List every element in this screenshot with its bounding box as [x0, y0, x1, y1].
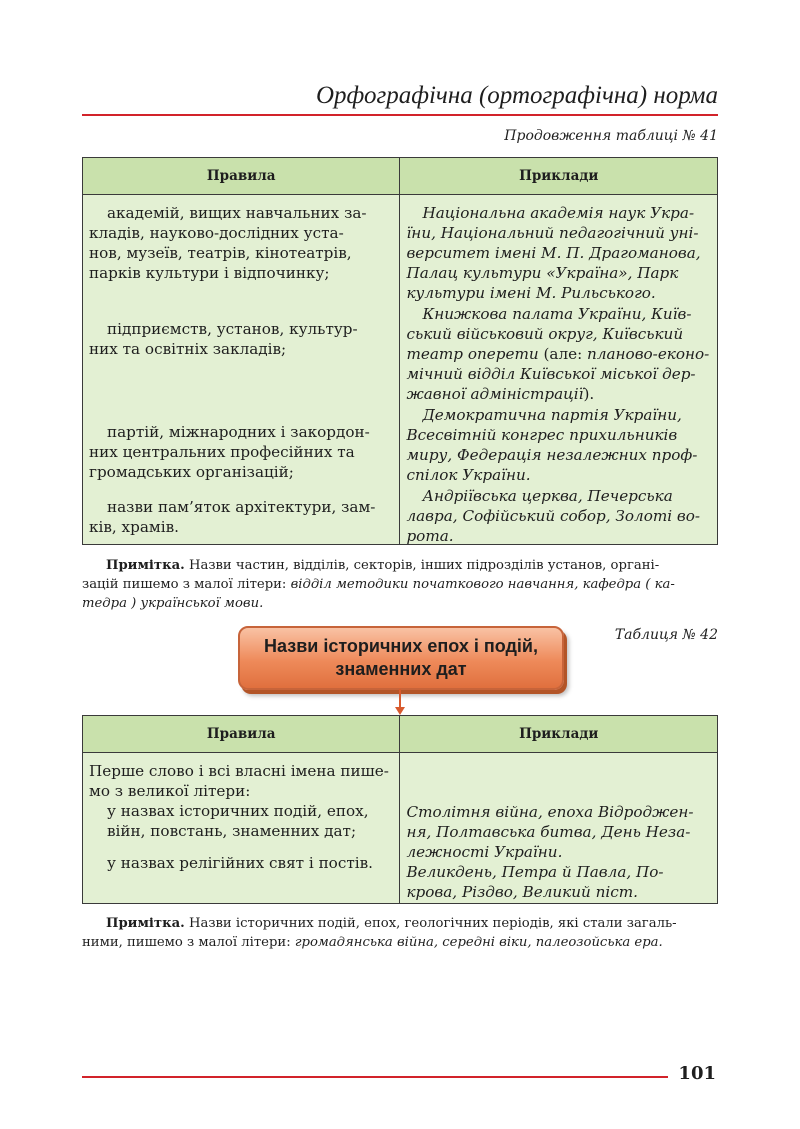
example-line: Книжкова палата України, Київ- [422, 305, 692, 323]
note-label: Примітка. [106, 916, 185, 931]
rule-line: війн, повстань, знаменних дат; [107, 822, 357, 840]
table-41 [82, 157, 718, 545]
table-41-header-rules: Правила [83, 158, 400, 195]
rule-line: них та освітніх закладів; [89, 340, 287, 358]
note-paragraph: Примітка. Назви історичних подій, епох, геологічних періодів, які стали загаль- ними, пишемо з малої літери: громадянська війна, середні віки, палеозойська ера. [82, 916, 677, 950]
table-42-header-examples: Приклади [400, 716, 718, 753]
arrow-down-icon [395, 707, 405, 715]
table-41-header-examples: Приклади [400, 158, 718, 195]
example-line: Столітня війна, епоха Відроджен- [406, 803, 694, 821]
example-line: Демократична партія України, [422, 406, 682, 424]
section-heading-badge [238, 626, 564, 690]
example-line: крова, Різдво, Великий піст. [406, 883, 638, 901]
rule-line: них центральних професійних та [89, 443, 355, 461]
example-line: Великдень, Петра й Павла, По- [406, 863, 664, 881]
rule-line: парків культури і відпочинку; [89, 264, 330, 282]
example-line: спілок України. [406, 466, 531, 484]
example-line: рота. [406, 527, 454, 545]
table-42-header-rules: Правила [83, 716, 400, 753]
example-line: мічний відділ Київської міської дер- [406, 365, 696, 383]
example-line: культури імені М. Рильського. [406, 284, 656, 302]
example-line: Національна академія наук Укра- [422, 204, 695, 222]
example-line: їни, Національний педагогічний уні- [406, 224, 699, 242]
rule-line: назви пам’яток архітектури, зам- [107, 498, 376, 516]
example-line: лежності України. [406, 843, 563, 861]
table-41-examples-cell [400, 195, 718, 545]
example-line: Палац культури «Україна», Парк [406, 264, 679, 282]
page-number: 101 [678, 1063, 716, 1084]
note-paragraph: Примітка. Назви частин, відділів, секторів, інших підрозділів установ, органі- зацій пишемо з малої літери: відділ методики початкового навчання, кафедра ( ка- тедра ) української мови. [82, 558, 675, 611]
rule-line: партій, міжнародних і закордон- [107, 423, 370, 441]
example-line: Андріївська церква, Печерська [422, 487, 673, 505]
badge-line: знаменних дат [335, 659, 467, 679]
rule-line: академій, вищих навчальних за- [107, 204, 367, 222]
rule-line: у назвах релігійних свят і постів. [107, 854, 373, 872]
table-continuation-caption: Продовження таблиці № 41 [504, 128, 718, 144]
note-label: Примітка. [106, 558, 185, 573]
badge-line: Назви історичних епох і подій, [264, 636, 538, 656]
rule-line: нов, музеїв, театрів, кінотеатрів, [89, 244, 352, 262]
example-line: миру, Федерація незалежних проф- [406, 446, 698, 464]
rule-line: у назвах історичних подій, епох, [107, 802, 369, 820]
table-41-rules-cell [83, 195, 400, 545]
example-line: лавра, Софійський собор, Золоті во- [406, 507, 701, 525]
rule-line: кладів, науково-дослідних уста- [89, 224, 344, 242]
rule-line: Перше слово і всі власні імена пише- [89, 762, 389, 780]
example-line: театр оперети (але: планово-еконо- [406, 345, 710, 363]
example-line: жавної адміністрації). [406, 385, 595, 403]
header-divider [82, 114, 718, 116]
table-42-examples-cell [400, 753, 718, 904]
example-line: ня, Полтавська битва, День Неза- [406, 823, 691, 841]
table-42 [82, 715, 718, 904]
rule-line: мо з великої літери: [89, 782, 251, 800]
table-42-rules-cell [83, 753, 400, 904]
rule-line: громадських організацій; [89, 463, 294, 481]
example-line: Всесвітній конгрес прихильників [406, 426, 678, 444]
footer-divider [82, 1076, 668, 1078]
example-line: верситет імені М. П. Драгоманова, [406, 244, 701, 262]
table-caption: Таблиця № 42 [614, 627, 718, 643]
example-line: ський військовий округ, Київський [406, 325, 684, 343]
rule-line: підприємств, установ, культур- [107, 320, 358, 338]
page-section-title: Орфографічна (ортографічна) норма [315, 82, 718, 109]
rule-line: ків, храмів. [89, 518, 179, 536]
